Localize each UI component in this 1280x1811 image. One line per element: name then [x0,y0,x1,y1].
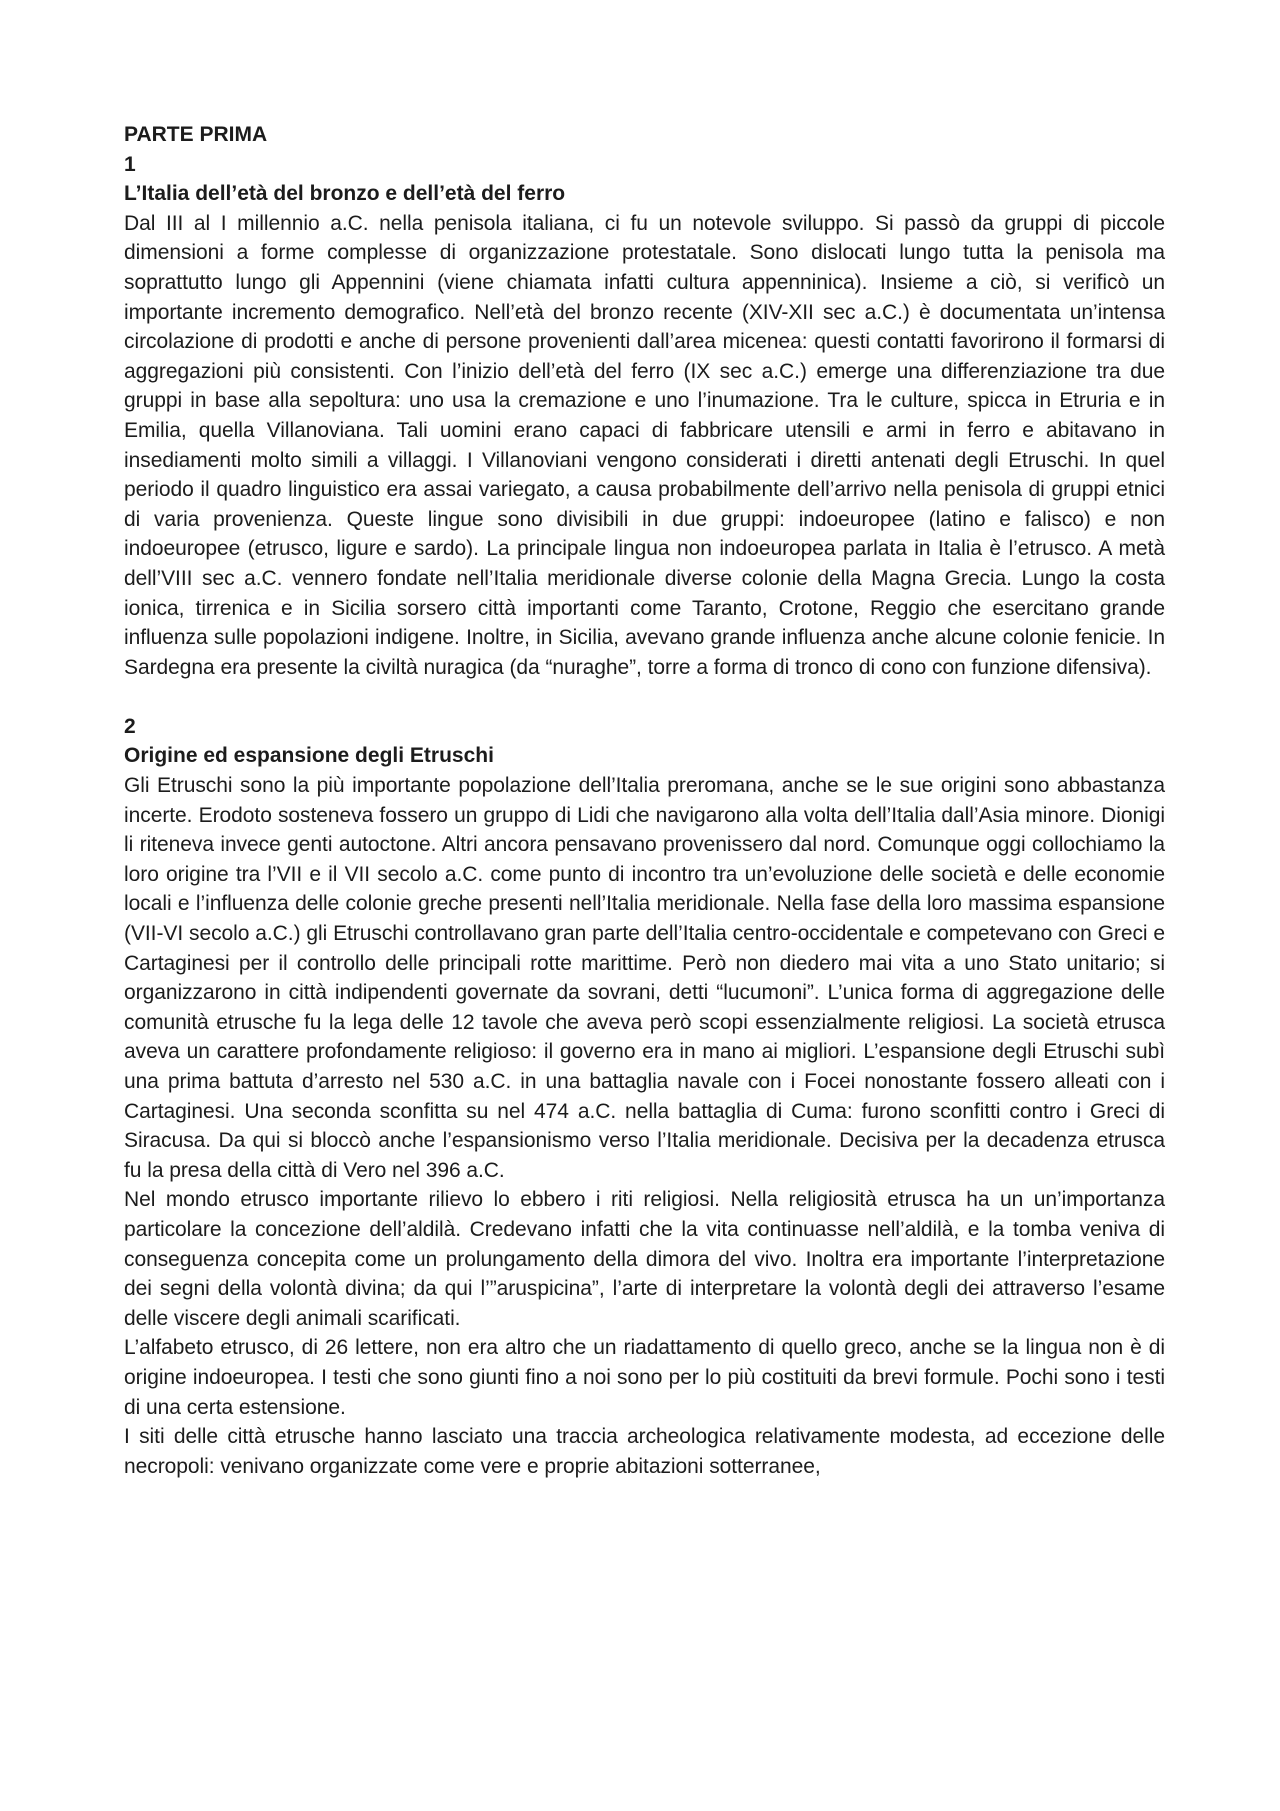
document-page [124,120,1165,1481]
section-2-number: 2 [124,714,136,738]
section-2-paragraph: Gli Etruschi sono la più importante popolazione dell’Italia preromana, anche se le sue origini sono abbastanza incerte. Erodoto sosteneva fossero un gruppo di Lidi che navigarono alla volta dell’Italia dall’Asia minore. Dionigi li riteneva invece genti autoctone. Altri ancora pensavano provenissero dal nord. Comunque oggi collochiamo la loro origine tra l’VII e il VII secolo a.C. come punto di incontro tra un’evoluzione delle società e delle economie locali e l’influenza delle colonie greche presenti nell’Italia meridionale. Nella fase della loro massima espansione (VII-VI secolo a.C.) gli Etruschi controllavano gran parte dell’Italia centro-occidentale e competevano con Greci e Cartaginesi per il controllo delle principali rotte marittime. Però non diedero mai vita a uno Stato unitario; si organizzarono in città indipendenti governate da sovrani, detti “lucumoni”. L’unica forma di aggregazione delle comunità etrusche fu la lega delle 12 tavole che aveva però scopi essenzialmente religiosi. La società etrusca aveva un carattere profondamente religioso: il governo era in mano ai migliori. L’espansione degli Etruschi subì una prima battuta d’arresto nel 530 a.C. in una battaglia navale con i Focei nonostante fossero alleati con i Cartaginesi. Una seconda sconfitta su nel 474 a.C. nella battaglia di Cuma: furono sconfitti contro i Greci di Siracusa. Da qui si bloccò anche l’espansionismo verso l’Italia meridionale. Decisiva per la decadenza etrusca fu la presa della città di Vero nel 396 a.C. [124,774,1165,1182]
section-1-number: 1 [124,152,136,176]
section-divider [124,682,1165,712]
section-1-paragraph: Dal III al I millennio a.C. nella penisola italiana, ci fu un notevole sviluppo. Si passò da gruppi di piccole dimensioni a forme complesse di organizzazione protestatale. Sono dislocati lungo tutta la penisola ma soprattutto lungo gli Appennini (viene chiamata infatti cultura appenninica). Insieme a ciò, si verificò un importante incremento demografico. Nell’età del bronzo recente (XIV-XII sec a.C.) è documentata un’intensa circolazione di prodotti e anche di persone provenienti dall’area micenea: questi contatti favorirono il formarsi di aggregazioni più consistenti. Con l’inizio dell’età del ferro (IX sec a.C.) emerge una differenziazione tra due gruppi in base alla sepoltura: uno usa la cremazione e uno l’inumazione. Tra le culture, spicca in Etruria e in Emilia, quella Villanoviana. Tali uomini erano capaci di fabbricare utensili e armi in ferro e abitavano in insediamenti molto simili a villaggi. I Villanoviani vengono considerati i diretti antenati degli Etruschi. In quel periodo il quadro linguistico era assai variegato, a causa probabilmente dell’arrivo nella penisola di gruppi etnici di varia provenienza. Queste lingue sono divisibili in due gruppi: indoeuropee (latino e falisco) e non indoeuropee (etrusco, ligure e sardo). La principale lingua non indoeuropea parlata in Italia è l’etrusco. A metà dell’VIII sec a.C. vennero fondate nell’Italia meridionale diverse colonie della Magna Grecia. Lungo la costa ionica, tirrenica e in Sicilia sorsero città importanti come Taranto, Crotone, Reggio che esercitano grande influenza sulle popolazioni indigene. Inoltre, in Sicilia, avevano grande influenza anche alcune colonie fenicie. In Sardegna era presente la civiltà nuragica (da “nuraghe”, torre a forma di tronco di cono con funzione difensiva). [124,211,1165,679]
section-2-paragraph: L’alfabeto etrusco, di 26 lettere, non era altro che un riadattamento di quello greco, anche se la lingua non è di origine indoeuropea. I testi che sono giunti fino a noi sono per lo più costituiti da brevi formule. Pochi sono i testi di una certa estensione. [124,1336,1165,1419]
part-title: PARTE PRIMA [124,123,268,146]
section-1-title: L’Italia dell’età del bronzo e dell’età del ferro [124,182,566,206]
section-2-title: Origine ed espansione degli Etruschi [124,744,494,768]
section-2-paragraph: Nel mondo etrusco importante rilievo lo ebbero i riti religiosi. Nella religiosità etrusca ha un un’importanza particolare la concezione dell’aldilà. Credevano infatti che la vita continuasse nell’aldilà, e la tomba veniva di conseguenza concepita come un prolungamento della dimora del vivo. Inoltra era importante l’interpretazione dei segni della volontà divina; da qui l’”aruspicina”, l’arte di interpretare la volontà degli dei attraverso l’esame delle viscere degli animali scarificati. [124,1188,1165,1330]
section-2-paragraph: I siti delle città etrusche hanno lasciato una traccia archeologica relativamente modesta, ad eccezione delle necropoli: venivano organizzate come vere e proprie abitazioni sotterranee, [124,1425,1165,1478]
